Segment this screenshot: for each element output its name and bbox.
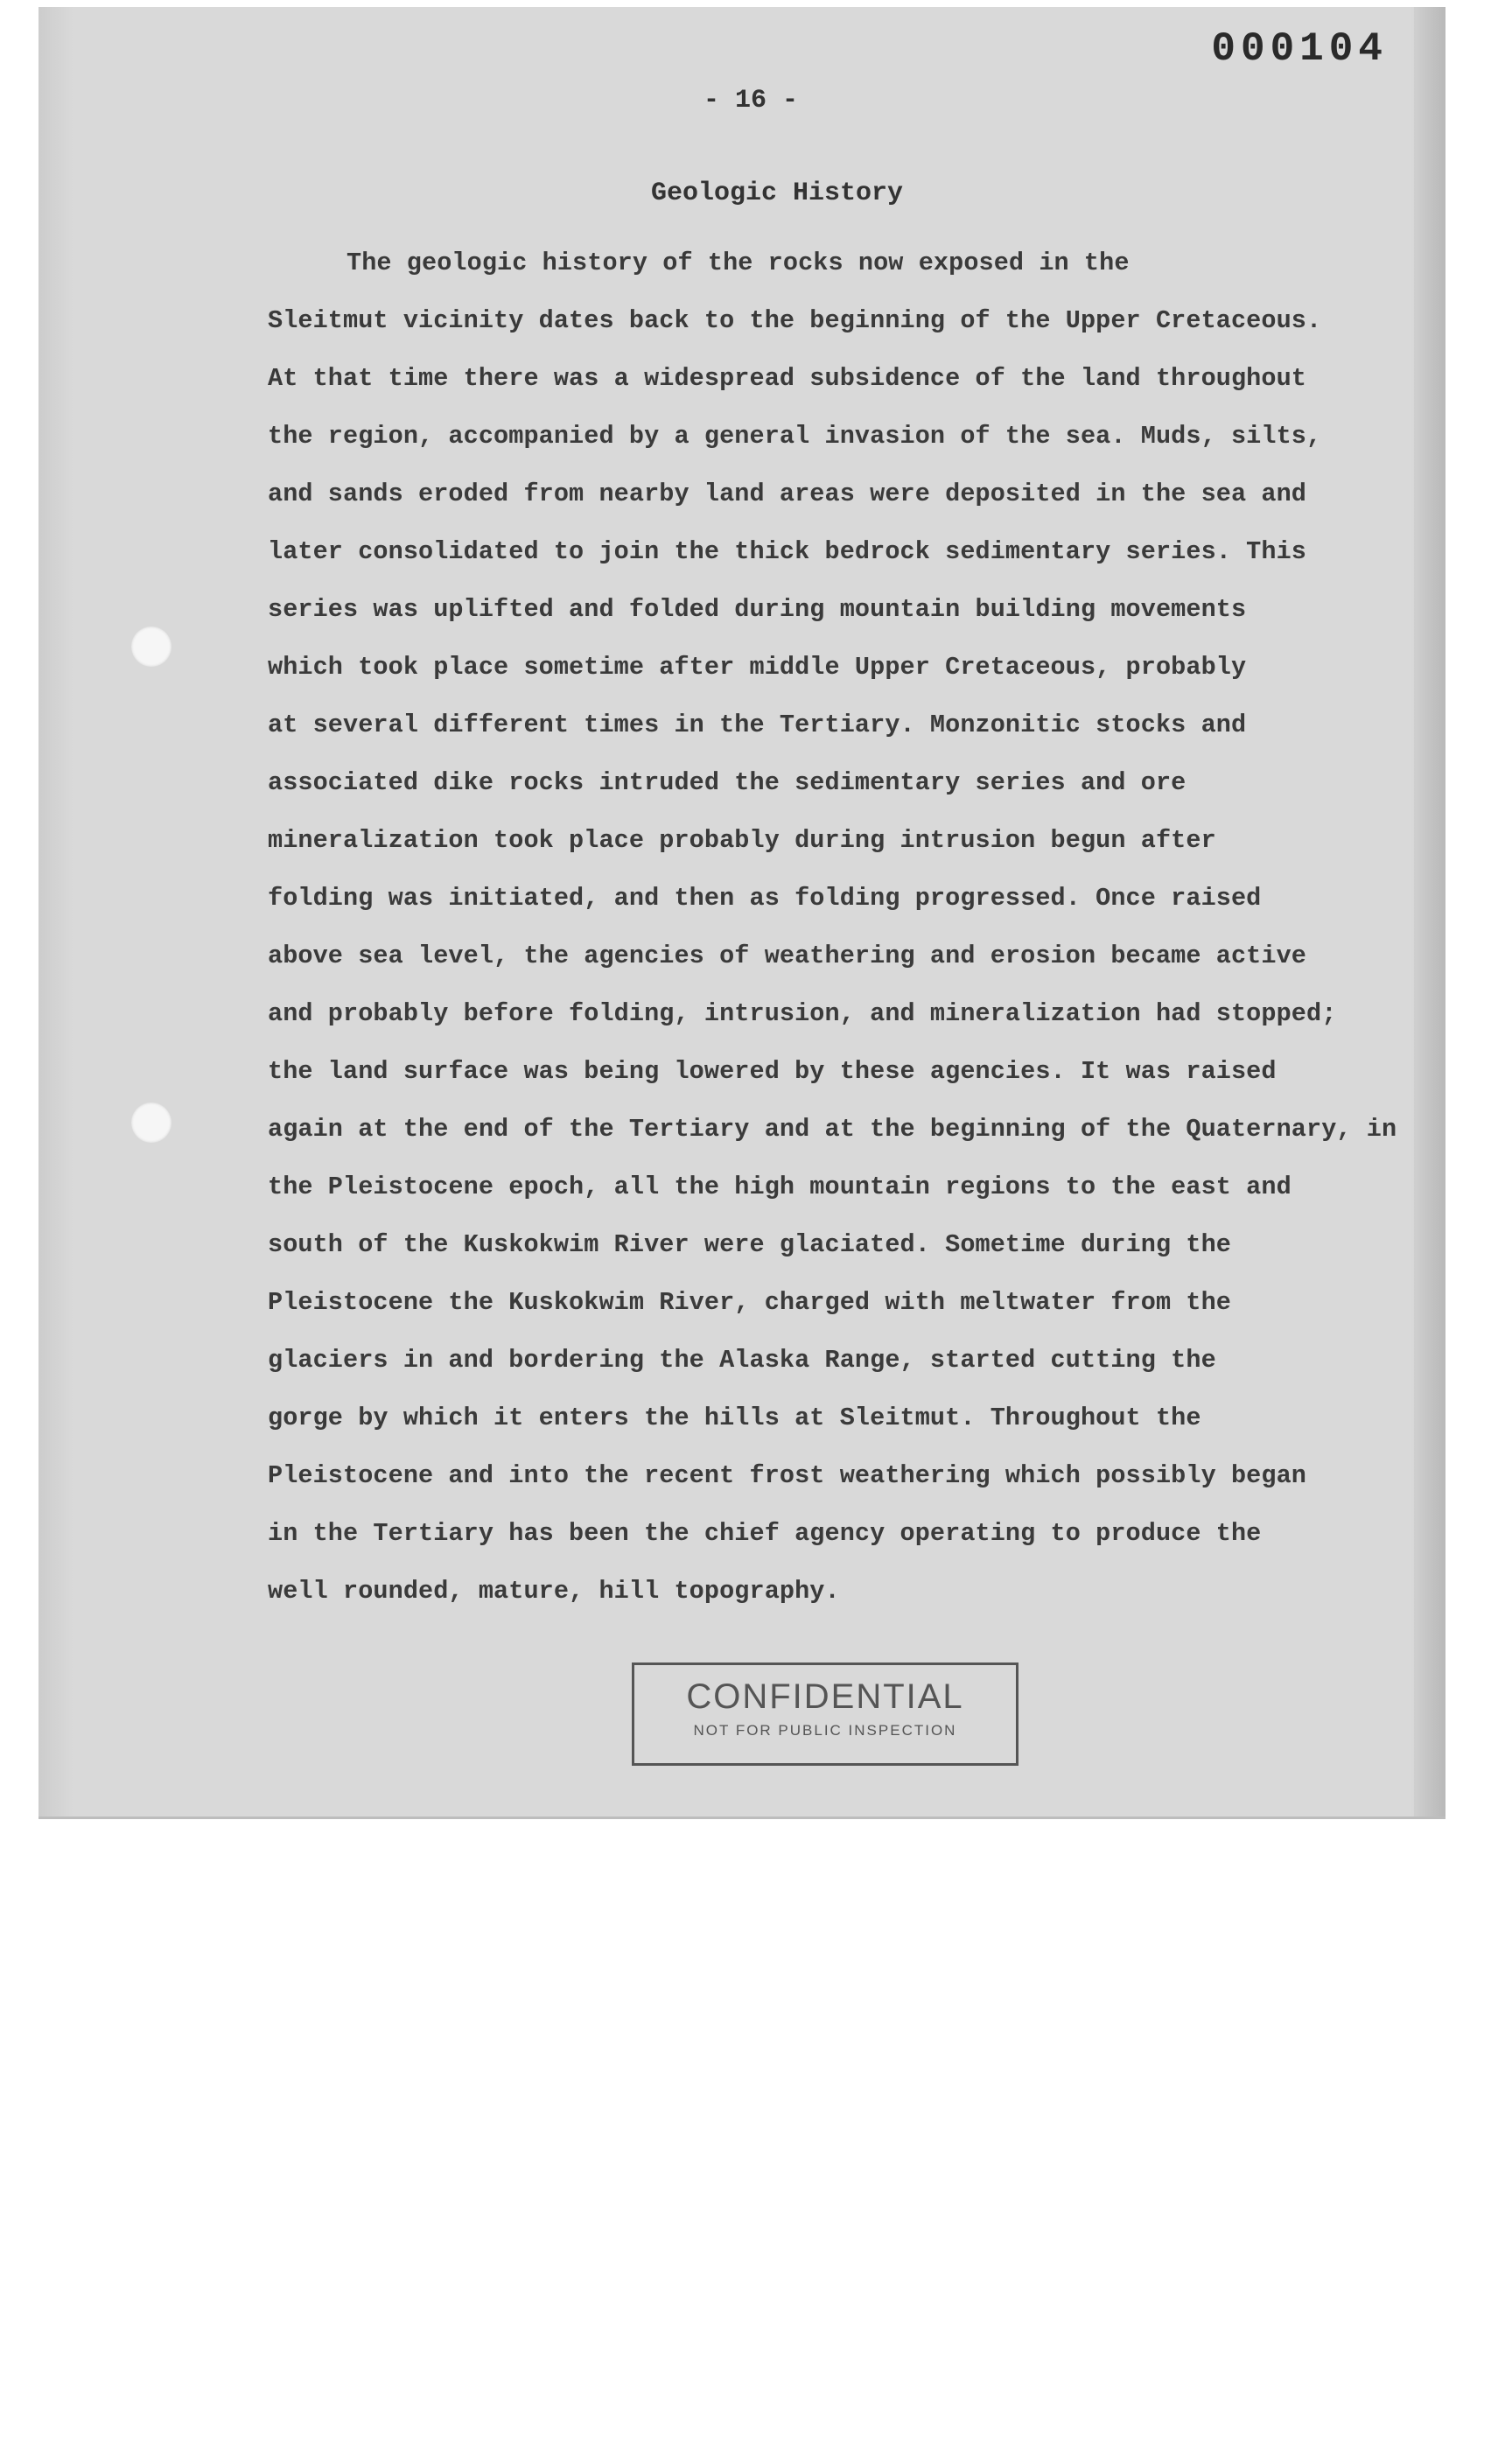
text-line: folding was initiated, and then as folding progressed. Once raised — [268, 884, 1262, 913]
text-line: the land surface was being lowered by these agencies. It was raised — [268, 1057, 1277, 1086]
text-line: again at the end of the Tertiary and at the beginning of the Quaternary, in — [268, 1115, 1397, 1144]
text-line: series was uplifted and folded during mountain building movements — [268, 595, 1247, 624]
text-line: the Pleistocene epoch, all the high mountain regions to the east and — [268, 1172, 1292, 1201]
body-text — [268, 234, 1458, 1620]
punch-hole — [131, 1102, 172, 1143]
text-line: which took place sometime after middle Upper Cretaceous, probably — [268, 653, 1247, 682]
text-line: and sands eroded from nearby land areas were deposited in the sea and — [268, 480, 1306, 508]
text-line: Pleistocene and into the recent frost weathering which possibly began — [268, 1461, 1306, 1490]
text-line: Sleitmut vicinity dates back to the beginning of the Upper Cretaceous. — [268, 306, 1322, 335]
text-line: glaciers in and bordering the Alaska Range, started cutting the — [268, 1346, 1216, 1375]
text-line: The geologic history of the rocks now exposed in the — [346, 248, 1130, 277]
document-number: 000104 — [1211, 26, 1388, 72]
scanned-page — [38, 7, 1446, 1819]
text-line: At that time there was a widespread subsidence of the land throughout — [268, 364, 1306, 393]
confidential-stamp — [632, 1662, 1018, 1766]
text-line: the region, accompanied by a general invasion of the sea. Muds, silts, — [268, 422, 1322, 451]
text-line: later consolidated to join the thick bedrock sedimentary series. This — [268, 537, 1306, 566]
punch-hole — [131, 626, 172, 667]
text-line: at several different times in the Tertiary. Monzonitic stocks and — [268, 710, 1247, 739]
stamp-sub-text: NOT FOR PUBLIC INSPECTION — [693, 1722, 957, 1739]
text-line: Pleistocene the Kuskokwim River, charged with meltwater from the — [268, 1288, 1231, 1317]
text-line: mineralization took place probably during intrusion begun after — [268, 826, 1216, 855]
text-line: and probably before folding, intrusion, and mineralization had stopped; — [268, 999, 1337, 1028]
text-line: south of the Kuskokwim River were glaciated. Sometime during the — [268, 1230, 1231, 1259]
stamp-main-text: CONFIDENTIAL — [686, 1677, 964, 1716]
text-line: associated dike rocks intruded the sedimentary series and ore — [268, 768, 1186, 797]
text-line: well rounded, mature, hill topography. — [268, 1577, 840, 1606]
text-line: in the Tertiary has been the chief agency operating to produce the — [268, 1519, 1262, 1548]
text-line: above sea level, the agencies of weathering and erosion became active — [268, 942, 1306, 970]
page-number: - 16 - — [704, 86, 799, 116]
section-title: Geologic History — [651, 178, 904, 208]
text-line: gorge by which it enters the hills at Sleitmut. Throughout the — [268, 1404, 1201, 1432]
